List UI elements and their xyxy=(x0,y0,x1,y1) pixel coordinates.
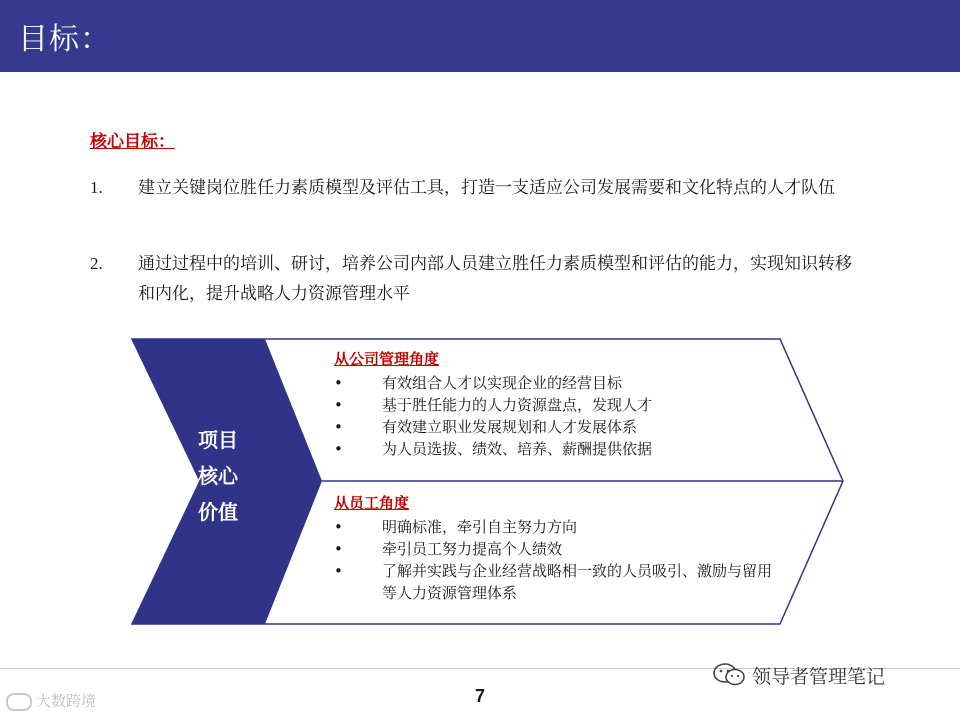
goal-text: 建立关键岗位胜任力素质模型及评估工具，打造一支适应公司发展需要和文化特点的人才队伍 xyxy=(138,178,835,198)
goal-number: 2. xyxy=(90,254,103,273)
panel-heading-company: 从公司管理角度 xyxy=(334,350,440,368)
bullet-text: 明确标准，牵引自主努力方向 xyxy=(382,518,578,536)
chat-bubble-icon xyxy=(712,662,746,693)
bullet-icon: • xyxy=(334,440,343,458)
core-label-line: 项目 xyxy=(198,428,238,452)
goal-text: 通过过程中的培训、研讨，培养公司内部人员建立胜任力素质模型和评估的能力，实现知识转移和内化，提升战略人力资源管理水平 xyxy=(138,254,852,304)
page-number: 7 xyxy=(474,686,485,706)
goal-number: 1. xyxy=(90,178,103,197)
watermark-brand-name: 大数跨境 xyxy=(36,692,97,710)
bullet-icon: • xyxy=(334,418,343,436)
core-goals-heading: 核心目标： xyxy=(90,132,175,152)
watermark-account-name: 领导者管理笔记 xyxy=(752,666,886,688)
bullet-icon: • xyxy=(334,540,343,558)
core-label-line: 核心 xyxy=(198,464,238,488)
bullet-text: 有效组合人才以实现企业的经营目标 xyxy=(382,374,623,392)
bullet-icon: • xyxy=(334,562,343,580)
panel-heading-employee: 从员工角度 xyxy=(334,494,410,512)
bullet-text: 了解并实践与企业经营战略相一致的人员吸引、激励与留用等人力资源管理体系 xyxy=(382,562,773,602)
watermark-account xyxy=(712,662,885,692)
brand-logo-icon xyxy=(6,693,32,711)
bullet-text: 基于胜任能力的人力资源盘点，发现人才 xyxy=(382,396,653,414)
bullet-icon: • xyxy=(334,396,343,414)
watermark-brand xyxy=(6,690,96,711)
bullet-icon: • xyxy=(334,374,343,392)
bullet-icon: • xyxy=(334,518,343,536)
bullet-text: 牵引员工努力提高个人绩效 xyxy=(382,540,563,558)
page-title: 目标： xyxy=(18,22,111,57)
core-label-line: 价值 xyxy=(198,500,238,524)
bullet-text: 为人员选拔、绩效、培养、薪酬提供依据 xyxy=(382,440,653,458)
bullet-text: 有效建立职业发展规划和人才发展体系 xyxy=(382,418,638,436)
